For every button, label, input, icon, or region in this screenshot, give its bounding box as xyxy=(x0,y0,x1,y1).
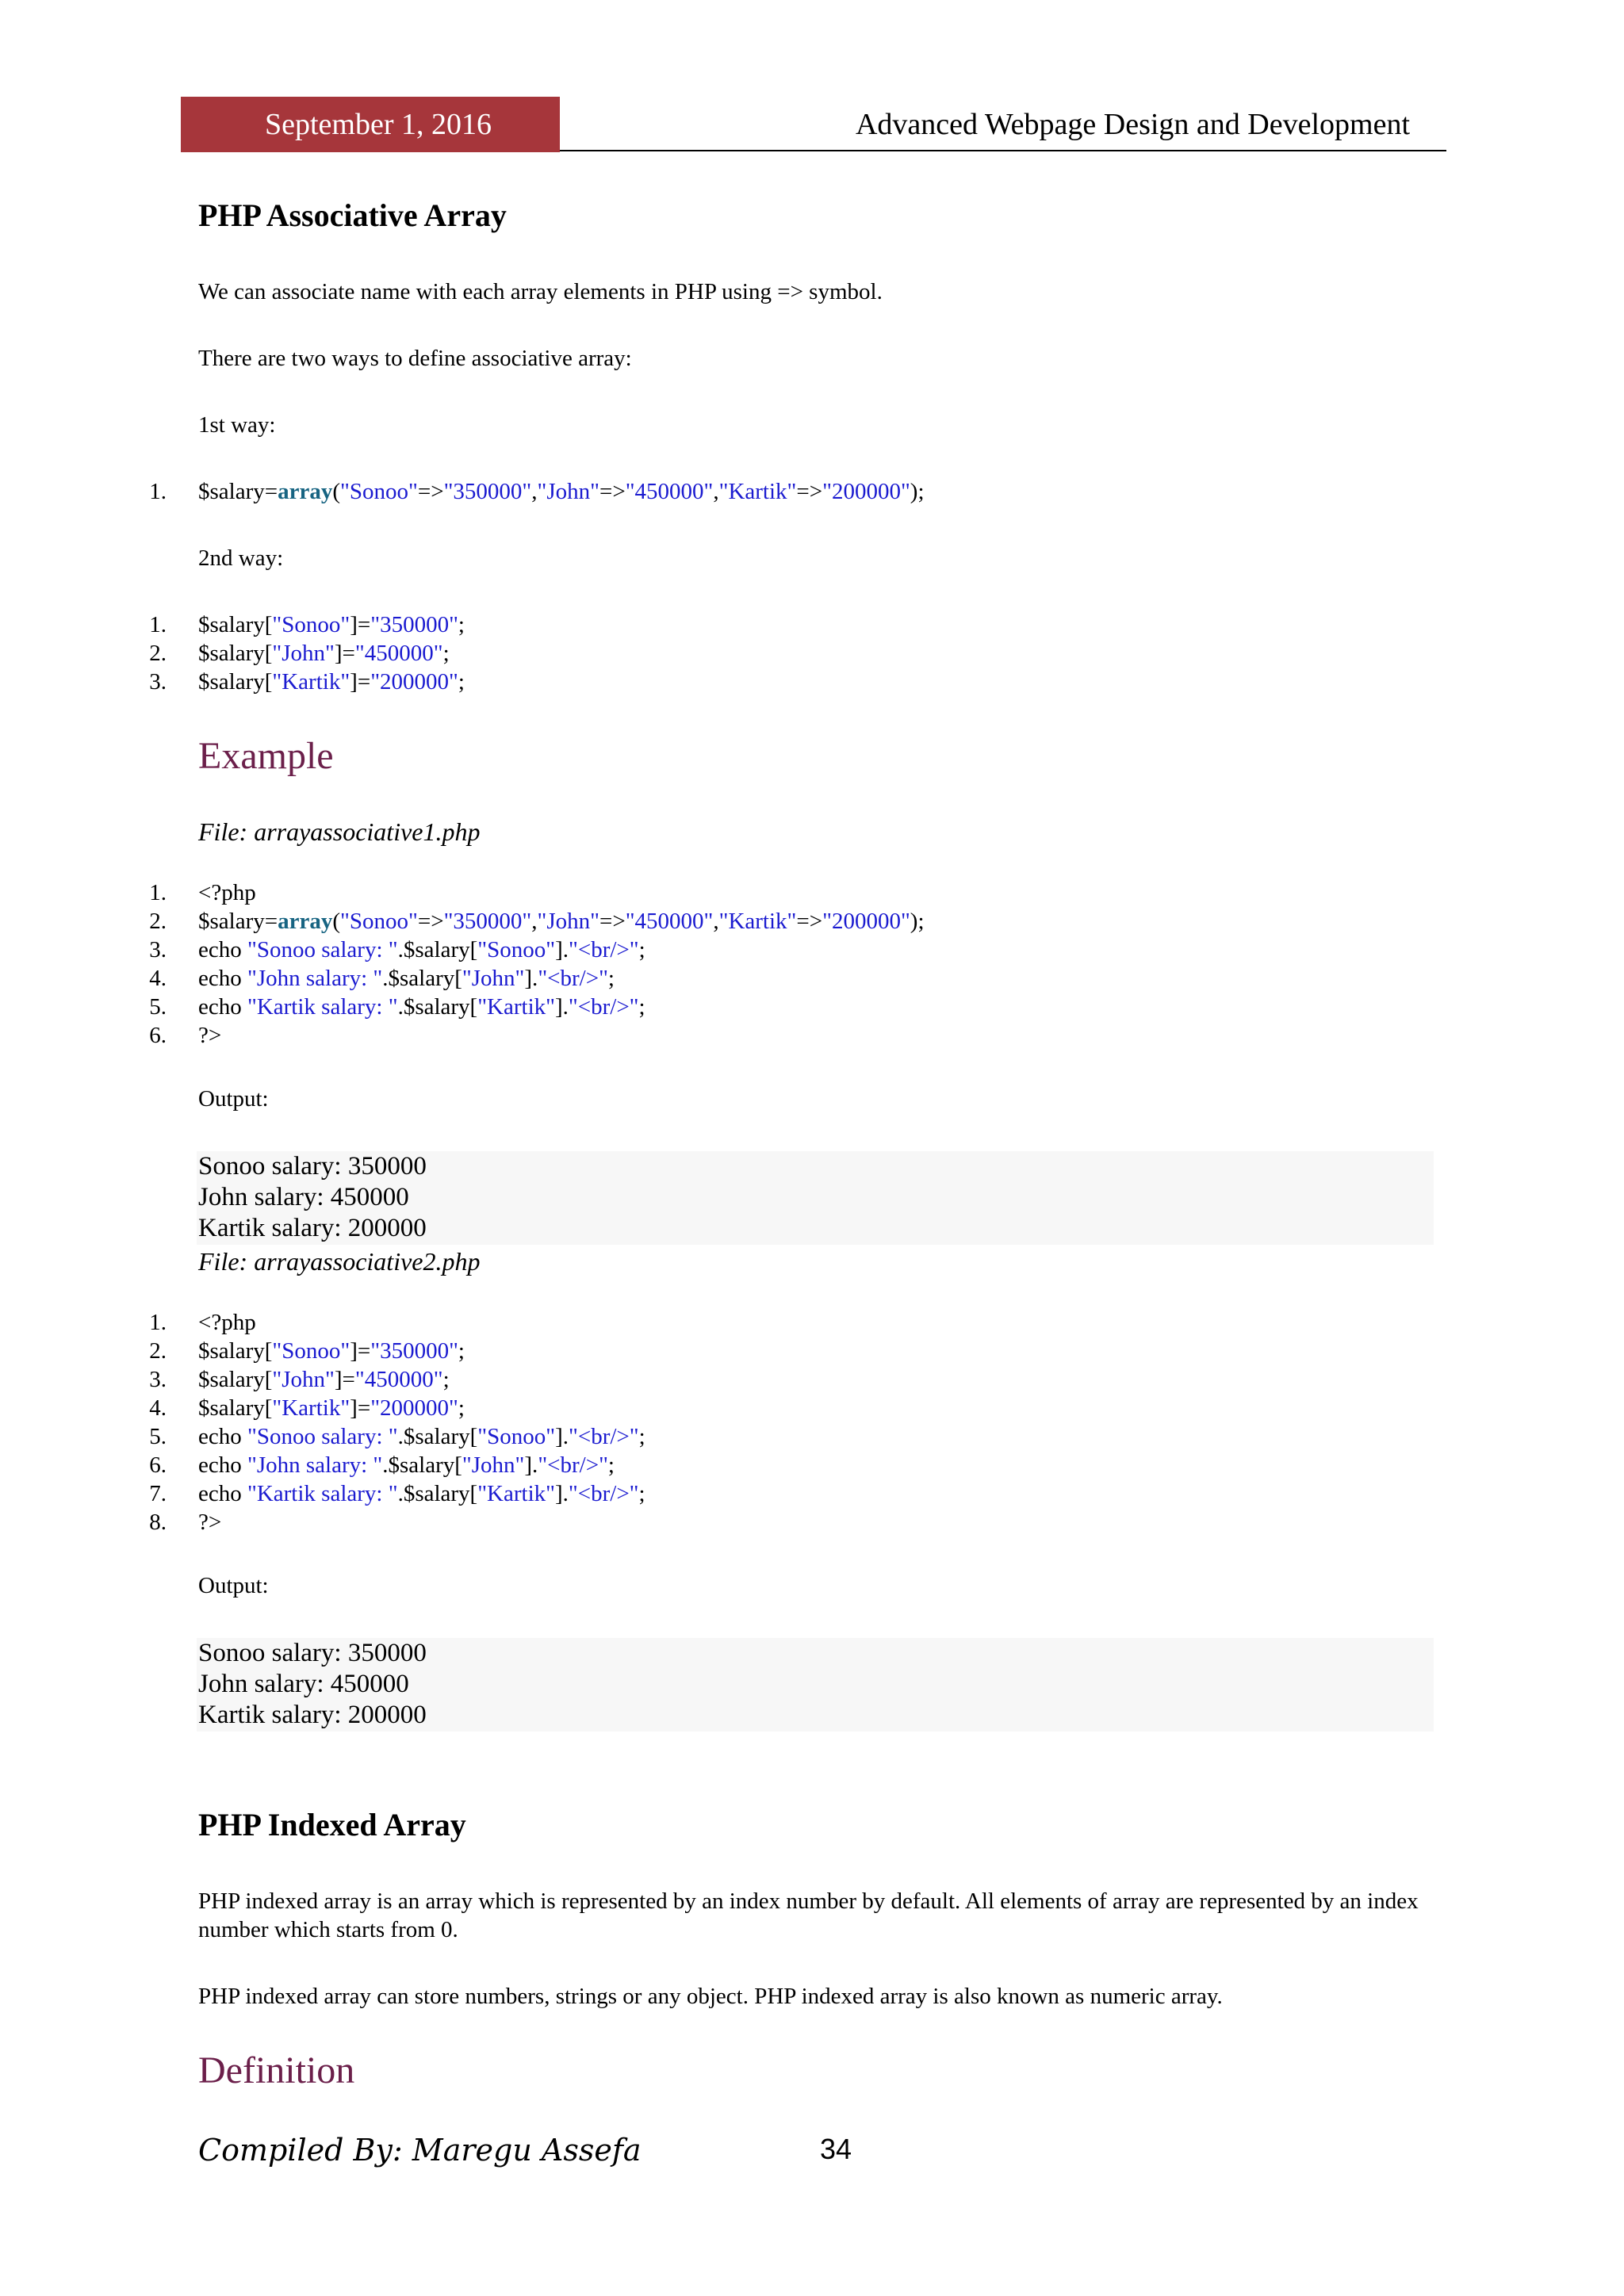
code-line xyxy=(0,639,1624,668)
code-line xyxy=(0,936,1624,964)
code-line xyxy=(0,610,1624,639)
output-line: Sonoo salary: 350000 xyxy=(198,1639,427,1667)
code-block-way1 xyxy=(0,477,1624,506)
code-text: echo "Kartik salary: ".$salary["Kartik"]."<br/>"; xyxy=(198,1481,645,1506)
code-line xyxy=(0,1394,1624,1422)
code-line xyxy=(0,1365,1624,1394)
code-line xyxy=(0,1308,1624,1337)
page-number: 34 xyxy=(820,2133,852,2165)
code-text: $salary["John"]="450000"; xyxy=(198,641,450,666)
line-number: 4. xyxy=(149,966,167,991)
line-number: 1. xyxy=(149,880,167,905)
label-second-way: 2nd way: xyxy=(198,545,284,571)
line-number: 1. xyxy=(149,479,167,504)
code-line xyxy=(0,1451,1624,1479)
section-heading-associative: PHP Associative Array xyxy=(198,197,507,233)
code-line xyxy=(0,668,1624,696)
code-text: echo "John salary: ".$salary["John"]."<br/>"; xyxy=(198,1452,615,1478)
code-line xyxy=(0,1508,1624,1536)
header-date: September 1, 2016 xyxy=(181,97,560,152)
code-text: echo "John salary: ".$salary["John"]."<br/>"; xyxy=(198,966,615,991)
line-number: 2. xyxy=(149,1338,167,1364)
code-line xyxy=(0,1337,1624,1365)
output-line: John salary: 450000 xyxy=(198,1183,409,1211)
definition-heading: Definition xyxy=(198,2049,355,2091)
code-line xyxy=(0,907,1624,936)
label-first-way: 1st way: xyxy=(198,412,276,438)
code-text: $salary=array("Sonoo"=>"350000","John"=>"450000","Kartik"=>"200000"); xyxy=(198,909,925,934)
line-number: 5. xyxy=(149,994,167,1020)
line-number: 3. xyxy=(149,669,167,695)
line-number: 6. xyxy=(149,1023,167,1048)
code-line xyxy=(0,477,1624,506)
code-text: echo "Sonoo salary: ".$salary["Sonoo"]."<br/>"; xyxy=(198,1424,645,1449)
line-number: 3. xyxy=(149,937,167,962)
line-number: 7. xyxy=(149,1481,167,1506)
file-name-2: File: arrayassociative2.php xyxy=(198,1247,481,1276)
code-text: $salary["Kartik"]="200000"; xyxy=(198,1395,465,1421)
code-line xyxy=(0,1021,1624,1050)
line-number: 2. xyxy=(149,641,167,666)
code-text: ?> xyxy=(198,1023,222,1048)
output-box-1 xyxy=(197,1151,1434,1245)
code-line xyxy=(0,1479,1624,1508)
line-number: 4. xyxy=(149,1395,167,1421)
code-block-example1 xyxy=(0,878,1624,1050)
output-label-2: Output: xyxy=(198,1573,269,1598)
code-text: <?php xyxy=(198,1310,256,1335)
paragraph-indexed-store: PHP indexed array can store numbers, strings or any object. PHP indexed array is also known as numeric array. xyxy=(198,1984,1223,2009)
code-text: echo "Sonoo salary: ".$salary["Sonoo"]."<br/>"; xyxy=(198,937,645,962)
line-number: 5. xyxy=(149,1424,167,1449)
line-number: 2. xyxy=(149,909,167,934)
paragraph-two-ways: There are two ways to define associative array: xyxy=(198,346,632,371)
code-text: ?> xyxy=(198,1510,222,1535)
header-rule xyxy=(560,150,1446,151)
footer-compiled-by: Compiled By: Maregu Assefa xyxy=(198,2133,642,2168)
code-text: echo "Kartik salary: ".$salary["Kartik"]."<br/>"; xyxy=(198,994,645,1020)
header-title: Advanced Webpage Design and Development xyxy=(855,108,1410,141)
code-line xyxy=(0,878,1624,907)
code-text: $salary["John"]="450000"; xyxy=(198,1367,450,1392)
section-heading-indexed: PHP Indexed Array xyxy=(198,1807,466,1843)
file-name-1: File: arrayassociative1.php xyxy=(198,817,481,846)
code-line xyxy=(0,993,1624,1021)
line-number: 8. xyxy=(149,1510,167,1535)
code-line xyxy=(0,1422,1624,1451)
code-block-example2 xyxy=(0,1308,1624,1536)
code-text: $salary["Sonoo"]="350000"; xyxy=(198,1338,465,1364)
output-line: Sonoo salary: 350000 xyxy=(198,1152,427,1181)
line-number: 6. xyxy=(149,1452,167,1478)
code-text: $salary["Kartik"]="200000"; xyxy=(198,669,465,695)
code-text: $salary["Sonoo"]="350000"; xyxy=(198,612,465,637)
output-box-2 xyxy=(197,1638,1434,1732)
output-line: Kartik salary: 200000 xyxy=(198,1701,427,1729)
code-block-way2 xyxy=(0,610,1624,696)
code-line xyxy=(0,964,1624,993)
code-text: $salary=array("Sonoo"=>"350000","John"=>"450000","Kartik"=>"200000"); xyxy=(198,479,925,504)
example-heading: Example xyxy=(198,735,334,777)
line-number: 1. xyxy=(149,612,167,637)
code-text: <?php xyxy=(198,880,256,905)
line-number: 1. xyxy=(149,1310,167,1335)
line-number: 3. xyxy=(149,1367,167,1392)
output-label-1: Output: xyxy=(198,1086,269,1112)
output-line: John salary: 450000 xyxy=(198,1670,409,1698)
paragraph-indexed-definition: PHP indexed array is an array which is represented by an index number by default. All elements of array are represented by an index number which starts from 0. xyxy=(198,1888,1419,1942)
output-line: Kartik salary: 200000 xyxy=(198,1214,427,1242)
paragraph-associate-name: We can associate name with each array elements in PHP using => symbol. xyxy=(198,279,883,304)
